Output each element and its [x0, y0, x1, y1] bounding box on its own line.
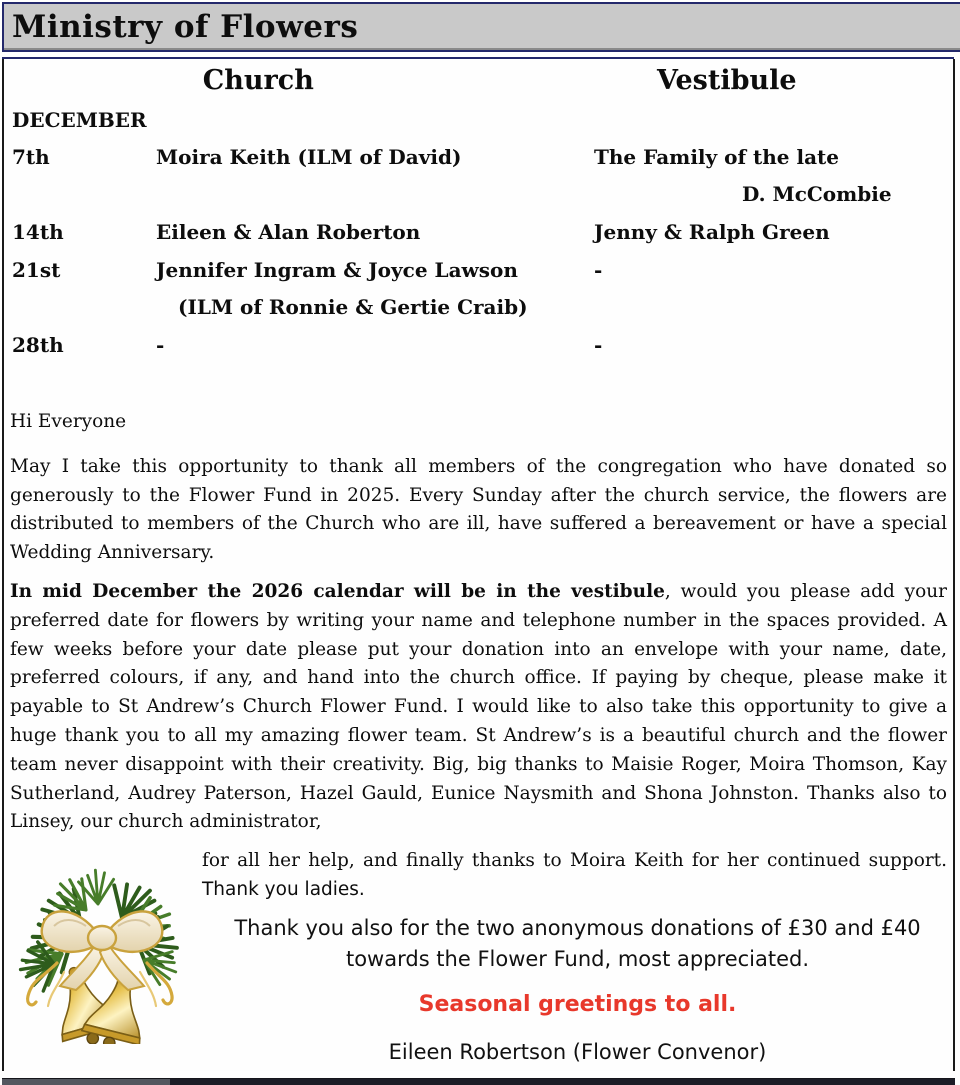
next-section-border-fragment — [170, 1078, 955, 1085]
date-cell: 7th — [12, 145, 50, 169]
date-cell: 14th — [12, 220, 64, 244]
christmas-bells-image — [2, 868, 202, 1044]
vestibule-column-heading: Vestibule — [657, 65, 797, 96]
table-row — [10, 145, 947, 170]
next-section-header-fragment — [2, 1078, 170, 1085]
vestibule-cell-line2: D. McCombie — [742, 182, 892, 206]
church-cell: - — [156, 333, 165, 357]
page-title: Ministry of Flowers — [12, 9, 359, 45]
closing-notes — [208, 913, 947, 1067]
table-row — [10, 258, 947, 283]
wrapped-serif-text: for all her help, and finally thanks to Moira Keith for her continued support. — [202, 850, 947, 872]
vestibule-cell: - — [594, 258, 603, 282]
date-cell: 21st — [12, 258, 61, 282]
church-column-heading: Church — [202, 65, 314, 96]
letter-paragraph-2-wrapped — [202, 847, 947, 905]
letter-paragraph-2-rest: , would you please add your preferred date for flowers by writing your name and telephone number in the spaces provided. A few weeks before your date please put your donation into an envelope with your name, date, preferred colours, if any, and hand into the church office. If paying by cheque, please make it payable to St Andrew’s Church Flower Fund. I would like to also take this opportunity to give a huge thank you to all my amazing flower team. St Andrew’s is a beautiful church and the flower team never disappoint with their creativity. Big, big thanks to Maisie Roger, Moira Thomson, Kay Sutherland, Audrey Paterson, Hazel Gauld, Eunice Naysmith and Shona Johnston. Thanks also to Linsey, our church administrator, — [10, 580, 947, 833]
signature: Eileen Robertson (Flower Convenor) — [388, 1039, 767, 1064]
schedule-column-headings — [10, 65, 947, 96]
thank-you-ladies-text: Thank you ladies. — [202, 878, 365, 900]
christmas-bells-icon — [2, 868, 202, 1044]
letter-paragraph-2-bold: In mid December the 2026 calendar will be in the vestibule — [10, 580, 665, 602]
month-label: DECEMBER — [12, 108, 147, 132]
church-cell: Eileen & Alan Roberton — [156, 220, 421, 244]
church-cell-line2: (ILM of Ronnie & Gertie Craib) — [178, 295, 528, 319]
table-row-continuation — [10, 295, 947, 320]
table-row-continuation — [10, 182, 947, 207]
donation-note-line2: towards the Flower Fund, most appreciated. — [345, 946, 810, 971]
letter-greeting: Hi Everyone — [10, 411, 127, 432]
donation-note-line1: Thank you also for the two anonymous donations of £30 and £40 — [234, 915, 921, 940]
vestibule-cell: - — [594, 333, 603, 357]
letter-paragraph-2 — [10, 578, 947, 837]
table-row — [10, 333, 947, 358]
section-header-bar — [2, 2, 960, 52]
next-section-top-edge — [2, 1078, 955, 1085]
church-cell: Jennifer Ingram & Joyce Lawson — [156, 258, 518, 282]
church-cell: Moira Keith (ILM of David) — [156, 145, 462, 169]
seasonal-greeting: Seasonal greetings to all. — [418, 991, 737, 1017]
table-row — [10, 220, 947, 245]
vestibule-cell: Jenny & Ralph Green — [594, 220, 830, 244]
vestibule-cell: The Family of the late — [594, 145, 840, 169]
letter-paragraph-1: May I take this opportunity to thank all members of the congregation who have donated so generously to the Flower Fund in 2025. Every Sunday after the church service, the flowers are distributed to members of the Church who are ill, have suffered a bereavement or have a special Wedding Anniversary. — [10, 455, 947, 564]
date-cell: 28th — [12, 333, 64, 357]
